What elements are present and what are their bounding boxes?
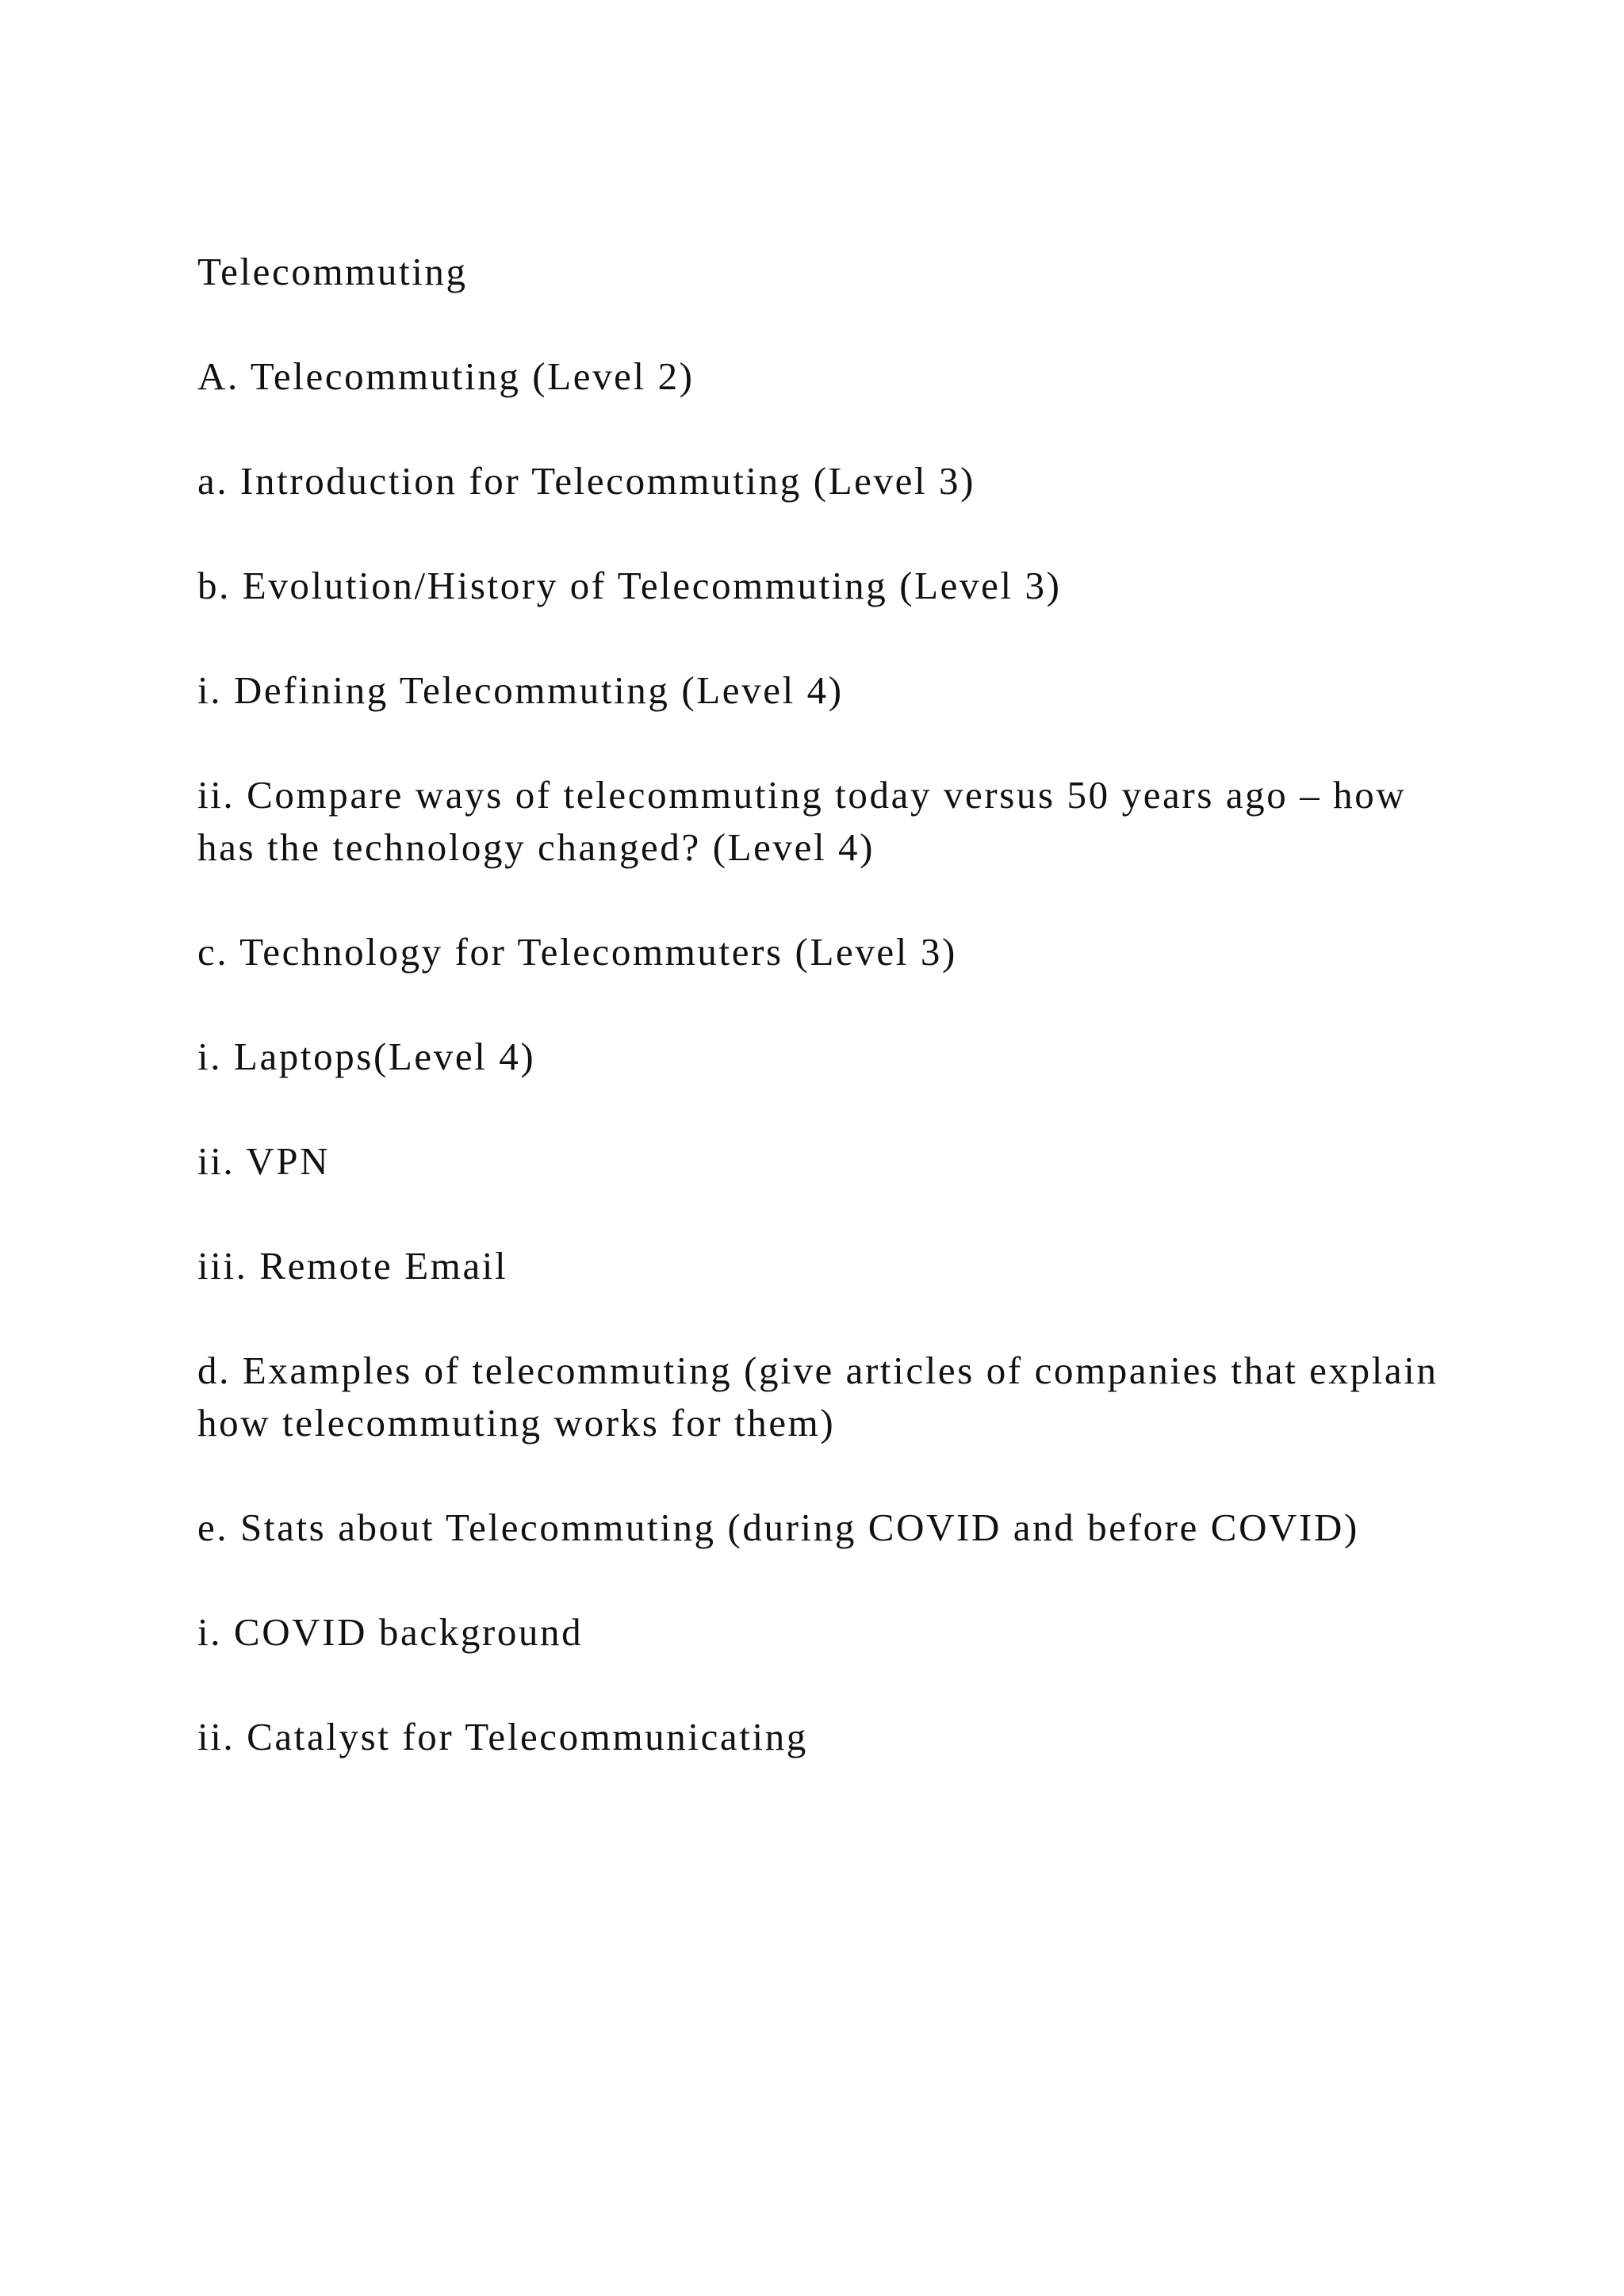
- outline-item-e-i: i. COVID background: [197, 1610, 584, 1654]
- outline-item-c-i: i. Laptops(Level 4): [197, 1035, 536, 1078]
- outline-item-b-ii: ii. Compare ways of telecommuting today versus 50 years ago – how has the technology changed? (Level 4): [197, 773, 1407, 869]
- outline-item-b-i: i. Defining Telecommuting (Level 4): [197, 668, 844, 712]
- document-title: Telecommuting: [197, 250, 468, 293]
- outline-item-c-ii: ii. VPN: [197, 1139, 331, 1183]
- outline-item-c-iii: iii. Remote Email: [197, 1244, 508, 1288]
- outline-item-c: c. Technology for Telecommuters (Level 3): [197, 930, 957, 974]
- outline-item-A: A. Telecommuting (Level 2): [197, 354, 695, 398]
- outline-item-e: e. Stats about Telecommuting (during COVID and before COVID): [197, 1506, 1359, 1549]
- document-body: [197, 246, 1450, 1816]
- outline-item-e-ii: ii. Catalyst for Telecommunicating: [197, 1715, 808, 1758]
- outline-item-b: b. Evolution/History of Telecommuting (Level 3): [197, 564, 1062, 607]
- outline-item-d: d. Examples of telecommuting (give articles of companies that explain how telecommuting works for them): [197, 1349, 1438, 1445]
- outline-item-a: a. Introduction for Telecommuting (Level 3): [197, 459, 976, 503]
